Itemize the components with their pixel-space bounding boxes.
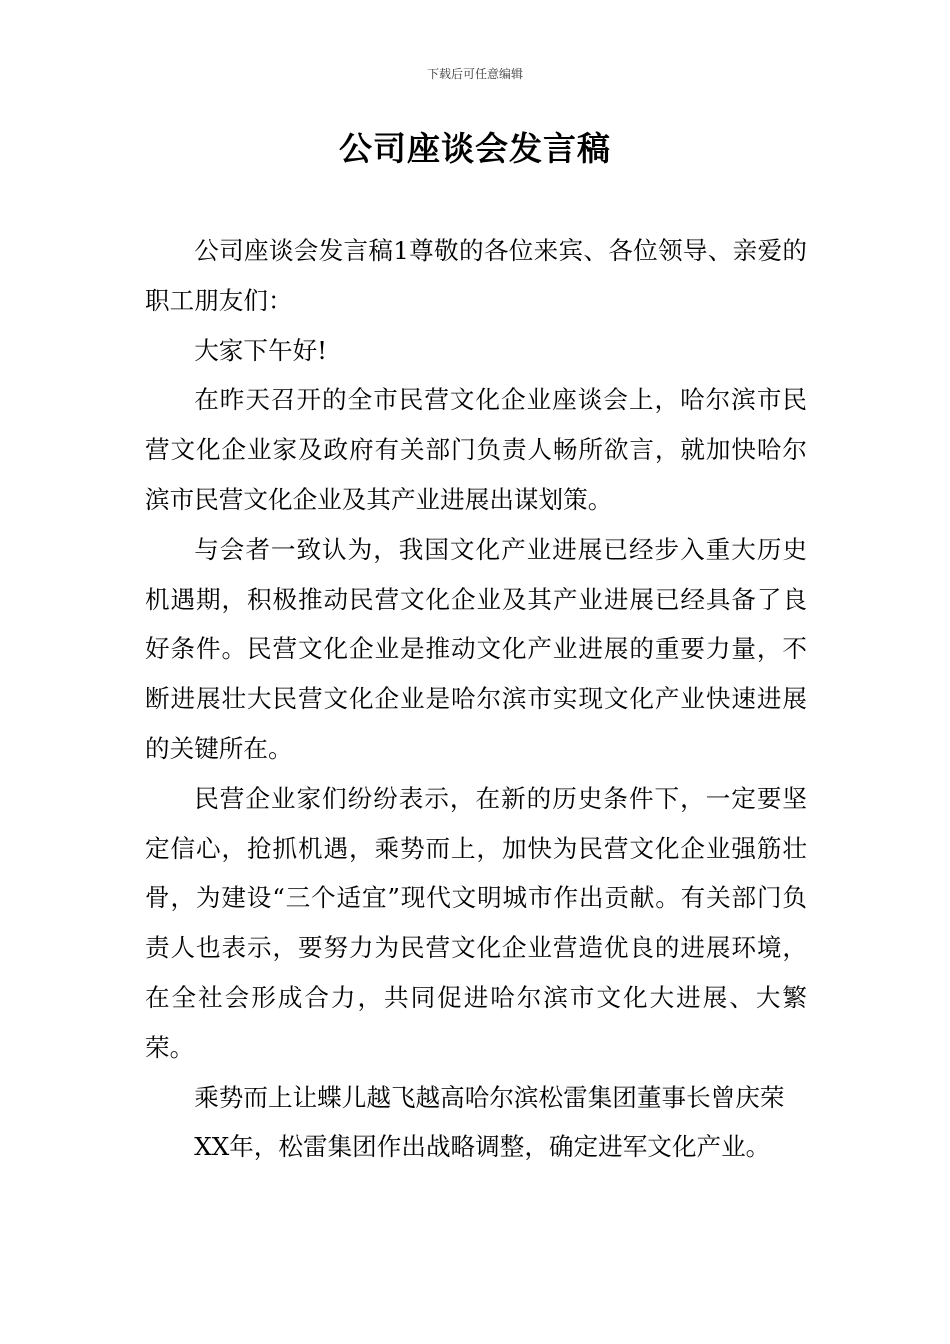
document-title: 公司座谈会发言稿 [339,129,611,168]
paragraph-2: 大家下午好! [194,335,328,365]
paragraph-7: XX年，松雷集团作出战略调整，确定进军文化产业。 [194,1132,771,1162]
document-body [145,226,807,1172]
paragraph-1: 公司座谈会发言稿1尊敬的各位来宾、各位领导、亲爱的职工朋友们： [145,236,807,315]
paragraph-5: 民营企业家们纷纷表示，在新的历史条件下，一定要坚定信心，抢抓机遇，乘势而上，加快为民营文化企业强筋壮骨，为建设“三个适宜”现代文明城市作出贡献。有关部门负责人也表示，要努力为民营文化企业营造优良的进展环境，在全社会形成合力，共同促进哈尔滨市文化大进展、大繁荣。 [145,783,807,1062]
paragraph-6: 乘势而上让蝶儿越飞越高哈尔滨松雷集团董事长曾庆荣 [194,1082,785,1112]
header-note: 下载后可任意编辑 [426,67,523,81]
paragraph-4: 与会者一致认为，我国文化产业进展已经步入重大历史机遇期，积极推动民营文化企业及其产业进展已经具备了良好条件。民营文化企业是推动文化产业进展的重要力量，不断进展壮大民营文化企业是哈尔滨市实现文化产业快速进展的关键所在。 [145,534,807,763]
paragraph-3: 在昨天召开的全市民营文化企业座谈会上，哈尔滨市民营文化企业家及政府有关部门负责人畅所欲言，就加快哈尔滨市民营文化企业及其产业进展出谋划策。 [145,385,807,514]
